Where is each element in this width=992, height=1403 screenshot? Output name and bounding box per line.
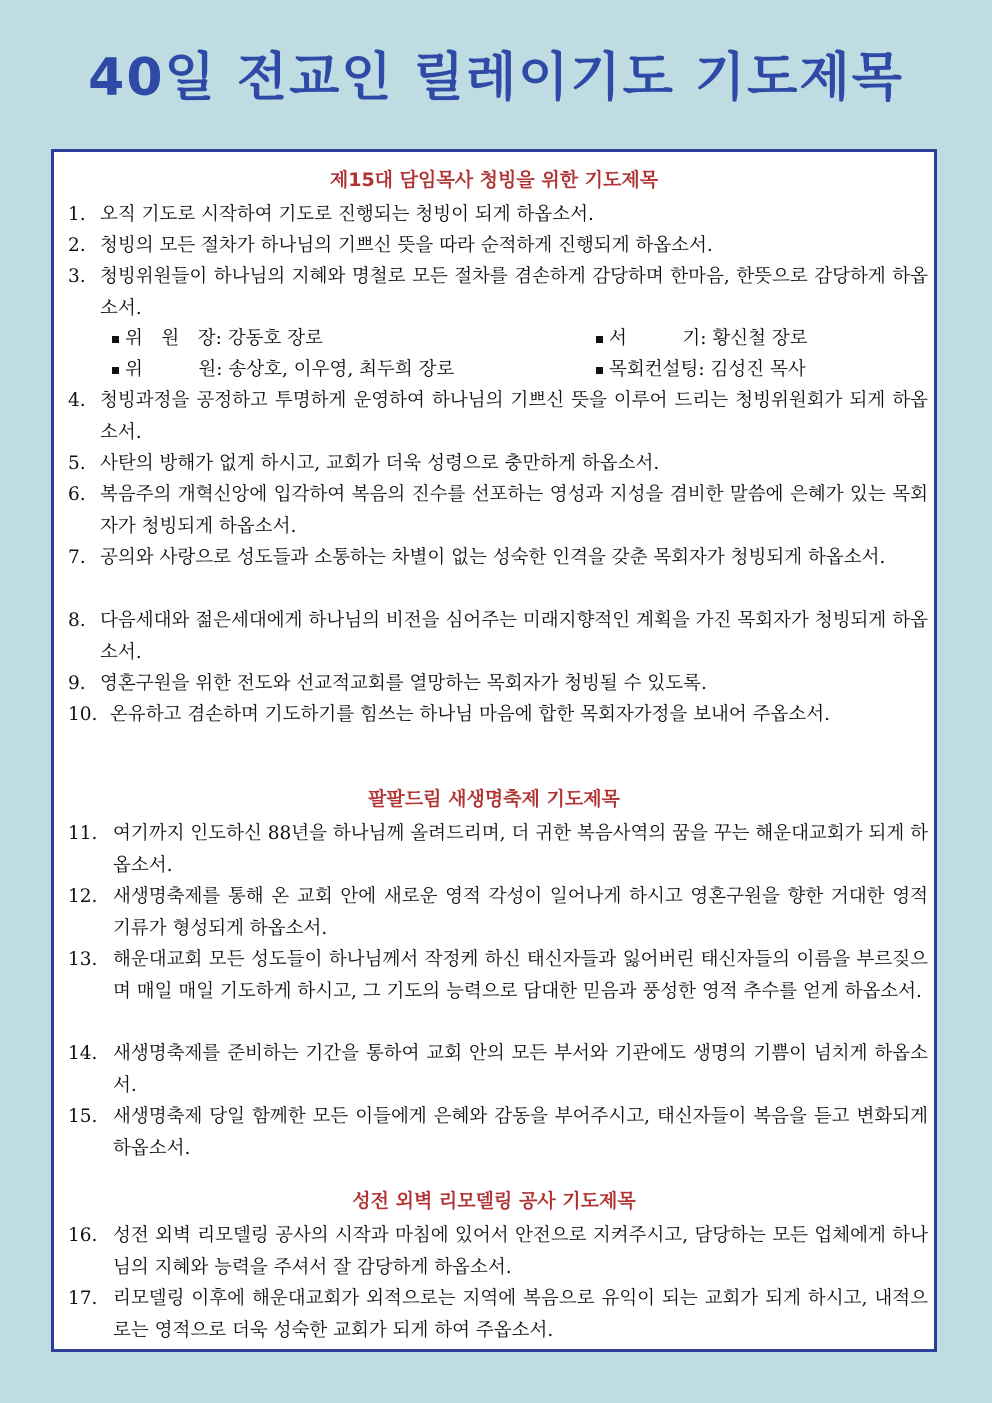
list-item: 15. 새생명축제 당일 함께한 모든 이들에게 은혜와 감동을 부어주시고, 태신자들이 복음을 듣고 변화되게 하옵소서. (68, 1106, 928, 1159)
section-heading-pastor: 제15대 담임목사 청빙을 위한 기도제목 (329, 169, 659, 191)
list-item: 9. 영혼구원을 위한 전도와 선교적교회를 열망하는 목회자가 청빙될 수 있도록. (68, 673, 707, 694)
square-bullet-icon (112, 367, 119, 374)
square-bullet-icon (112, 336, 119, 343)
prayer-list-card (51, 149, 937, 1352)
list-item: 1. 오직 기도로 시작하여 기도로 진행되는 청빙이 되게 하옵소서. (68, 204, 594, 225)
square-bullet-icon (596, 367, 603, 374)
list-item: 3. 청빙위원들이 하나님의 지혜와 명철로 모든 절차를 겸손하게 감당하며 한마음, 한뜻으로 감당하게 하옵소서. (68, 266, 928, 319)
list-item: 5. 사탄의 방해가 없게 하시고, 교회가 더욱 성령으로 충만하게 하옵소서. (68, 453, 660, 474)
list-item: 12. 새생명축제를 통해 온 교회 안에 새로운 영적 각성이 일어나게 하시고 영혼구원을 향한 거대한 영적 기류가 형성되게 하옵소서. (68, 886, 928, 939)
list-item: 16. 성전 외벽 리모델링 공사의 시작과 마침에 있어서 안전으로 지켜주시고, 담당하는 모든 업체에게 하나님의 지혜와 능력을 주셔서 잘 감당하게 하옵소서. (68, 1225, 928, 1278)
page-title: 40일 전교인 릴레이기도 기도제목 (88, 48, 904, 108)
list-item: 6. 복음주의 개혁신앙에 입각하여 복음의 진수를 선포하는 영성과 지성을 겸비한 말씀에 은혜가 있는 목회자가 청빙되게 하옵소서. (68, 484, 928, 537)
list-item: 13. 해운대교회 모든 성도들이 하나님께서 작정케 하신 태신자들과 잃어버린 태신자들의 이름을 부르짖으며 매일 매일 기도하게 하시고, 그 기도의 능력으로 담대한 믿음과 풍성한 영적 추수를 얻게 하옵소서. (68, 949, 928, 1002)
section-heading-festival: 팔팔드림 새생명축제 기도제목 (368, 788, 620, 810)
role-chairman: 위 원 장: 강동호 장로 (112, 323, 323, 355)
square-bullet-icon (596, 336, 603, 343)
list-item: 7. 공의와 사랑으로 성도들과 소통하는 차별이 없는 성숙한 인격을 갖춘 목회자가 청빙되게 하옵소서. (68, 547, 886, 568)
role-members: 위 원: 송상호, 이우영, 최두희 장로 (112, 354, 454, 386)
list-item: 4. 청빙과정을 공정하고 투명하게 운영하여 하나님의 기쁘신 뜻을 이루어 드리는 청빙위원회가 되게 하옵소서. (68, 390, 928, 443)
section-heading-remodeling: 성전 외벽 리모델링 공사 기도제목 (352, 1190, 636, 1212)
role-secretary: 서 기: 황신철 장로 (596, 323, 808, 355)
list-item: 2. 청빙의 모든 절차가 하나님의 기쁘신 뜻을 따라 순적하게 진행되게 하옵소서. (68, 235, 713, 256)
list-item: 11. 여기까지 인도하신 88년을 하나님께 올려드리며, 더 귀한 복음사역의 꿈을 꾸는 해운대교회가 되게 하옵소서. (68, 823, 928, 876)
list-item: 8. 다음세대와 젊은세대에게 하나님의 비전을 심어주는 미래지향적인 계획을 가진 목회자가 청빙되게 하옵소서. (68, 610, 928, 663)
list-item: 14. 새생명축제를 준비하는 기간을 통하여 교회 안의 모든 부서와 기관에도 생명의 기쁨이 넘치게 하옵소서. (68, 1043, 928, 1096)
list-item: 10. 온유하고 겸손하며 기도하기를 힘쓰는 하나님 마음에 합한 목회자가정을 보내어 주옵소서. (68, 704, 831, 725)
role-consulting: 목회컨설팅: 김성진 목사 (596, 354, 806, 386)
list-item: 17. 리모델링 이후에 해운대교회가 외적으로는 지역에 복음으로 유익이 되는 교회가 되게 하시고, 내적으로는 영적으로 더욱 성숙한 교회가 되게 하여 주옵소서. (68, 1288, 928, 1341)
